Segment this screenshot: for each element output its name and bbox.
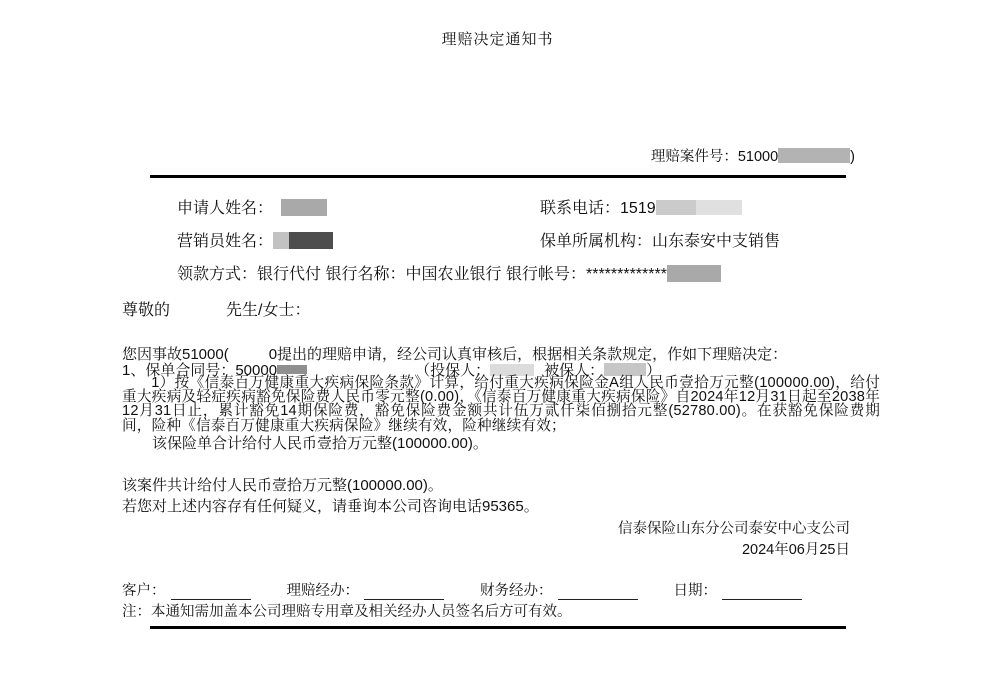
agent-name-redaction-light <box>273 232 289 249</box>
contact-phone-label: 联系电话： <box>540 200 621 217</box>
claim-case-number-text: 理赔案件号：51000 <box>650 149 779 165</box>
company-signature: 信泰保险山东分公司泰安中心支公司 <box>618 521 850 537</box>
customer-signature-blank <box>171 586 251 600</box>
claim-handler-signature-field <box>287 579 445 600</box>
payment-method-label: 领款方式： <box>177 266 258 283</box>
claim-case-number-redaction <box>778 148 850 163</box>
payment-method-value: 银行代付 <box>257 266 322 283</box>
contact-phone-field <box>540 195 742 218</box>
signature-date: 2024年06月25日 <box>741 542 850 558</box>
date-signature-field <box>674 579 803 600</box>
contact-phone-redaction-1 <box>656 200 696 215</box>
policy-org-label: 保单所属机构： <box>540 233 653 250</box>
insured-label: 被保人： <box>544 362 605 379</box>
policyholder-label: （投保人： <box>415 362 491 379</box>
applicant-name-label: 申请人姓名： <box>177 200 274 217</box>
policy-contract-visible-digits: 50000 <box>235 362 278 379</box>
customer-signature-field <box>122 579 251 600</box>
finance-handler-signature-field <box>480 579 638 600</box>
salutation-prefix: 尊敬的 <box>122 302 171 319</box>
bank-name-label: 银行名称： <box>325 266 406 283</box>
bank-account-label: 银行帐号： <box>505 266 586 283</box>
agent-name-redaction-dark <box>289 232 333 249</box>
policy-org-field <box>540 228 780 251</box>
bank-account-masked: ************* <box>585 266 667 283</box>
payment-method-line <box>177 261 721 284</box>
contact-phone-redaction-2 <box>696 200 742 215</box>
page-title: 理赔决定通知书 <box>441 31 554 48</box>
claim-case-number-line <box>651 145 855 166</box>
agent-name-field <box>177 228 333 251</box>
top-divider-rule <box>150 175 846 178</box>
salutation-suffix: 先生/女士： <box>226 302 311 319</box>
finance-handler-label: 财务经办： <box>480 583 553 599</box>
footer-note: 注：本通知需加盖本公司理赔专用章及相关经办人员签名后方可有效。 <box>122 604 572 620</box>
salutation-line <box>122 297 310 320</box>
claim-case-number-suffix: ) <box>850 149 855 165</box>
intro-suffix: 0提出的理赔申请，经公司认真审核后，根据相关条款规定，作如下理赔决定： <box>268 346 788 363</box>
intro-prefix: 您因事故51000( <box>122 346 229 363</box>
case-total-line: 该案件共计给付人民币壹拾万元整(100000.00)。 <box>122 477 443 494</box>
policy-total-line: 该保险单合计给付人民币壹拾万元整(100000.00)。 <box>152 435 488 452</box>
policy-contract-redaction <box>277 365 307 374</box>
claim-handler-label: 理赔经办： <box>286 583 359 599</box>
applicant-name-redaction <box>281 199 327 216</box>
applicant-name-field <box>177 195 327 218</box>
bank-name-value: 中国农业银行 <box>405 266 502 283</box>
policy-contract-label: 1、保单合同号： <box>122 362 236 379</box>
date-label: 日期： <box>673 583 717 599</box>
policy-org-value: 山东泰安中支销售 <box>652 233 781 250</box>
inquiry-line: 若您对上述内容存有任何疑义，请垂询本公司咨询电话95365。 <box>122 498 539 515</box>
signature-row <box>122 579 802 600</box>
finance-handler-signature-blank <box>558 586 638 600</box>
bank-account-redaction <box>667 265 721 282</box>
agent-name-label: 营销员姓名： <box>177 233 274 250</box>
customer-label: 客户： <box>122 583 166 599</box>
contact-phone-visible-digits: 1519 <box>620 200 656 217</box>
paren-close: ） <box>646 362 662 379</box>
claim-handler-signature-blank <box>364 586 444 600</box>
bottom-divider-rule <box>150 626 846 629</box>
decision-detail-paragraph: 1）按《信泰百万健康重大疾病保险条款》计算，给付重大疾病保险金A组人民币壹拾万元整(100000.00)，给付重大疾病及轻症疾病豁免保险费人民币零元整(0.00)，《信泰百万健康重大疾病保险》自2024年12月31日起至2038年12月31日止，累计豁免14期保险费，豁免保险费金额共计伍万贰仟柒佰捌拾元整(52780.00)。在获豁免保险费期间，险种《信泰百万健康重大疾病保险》继续有效，险种继续有效； <box>122 375 880 434</box>
date-signature-blank <box>722 586 802 600</box>
